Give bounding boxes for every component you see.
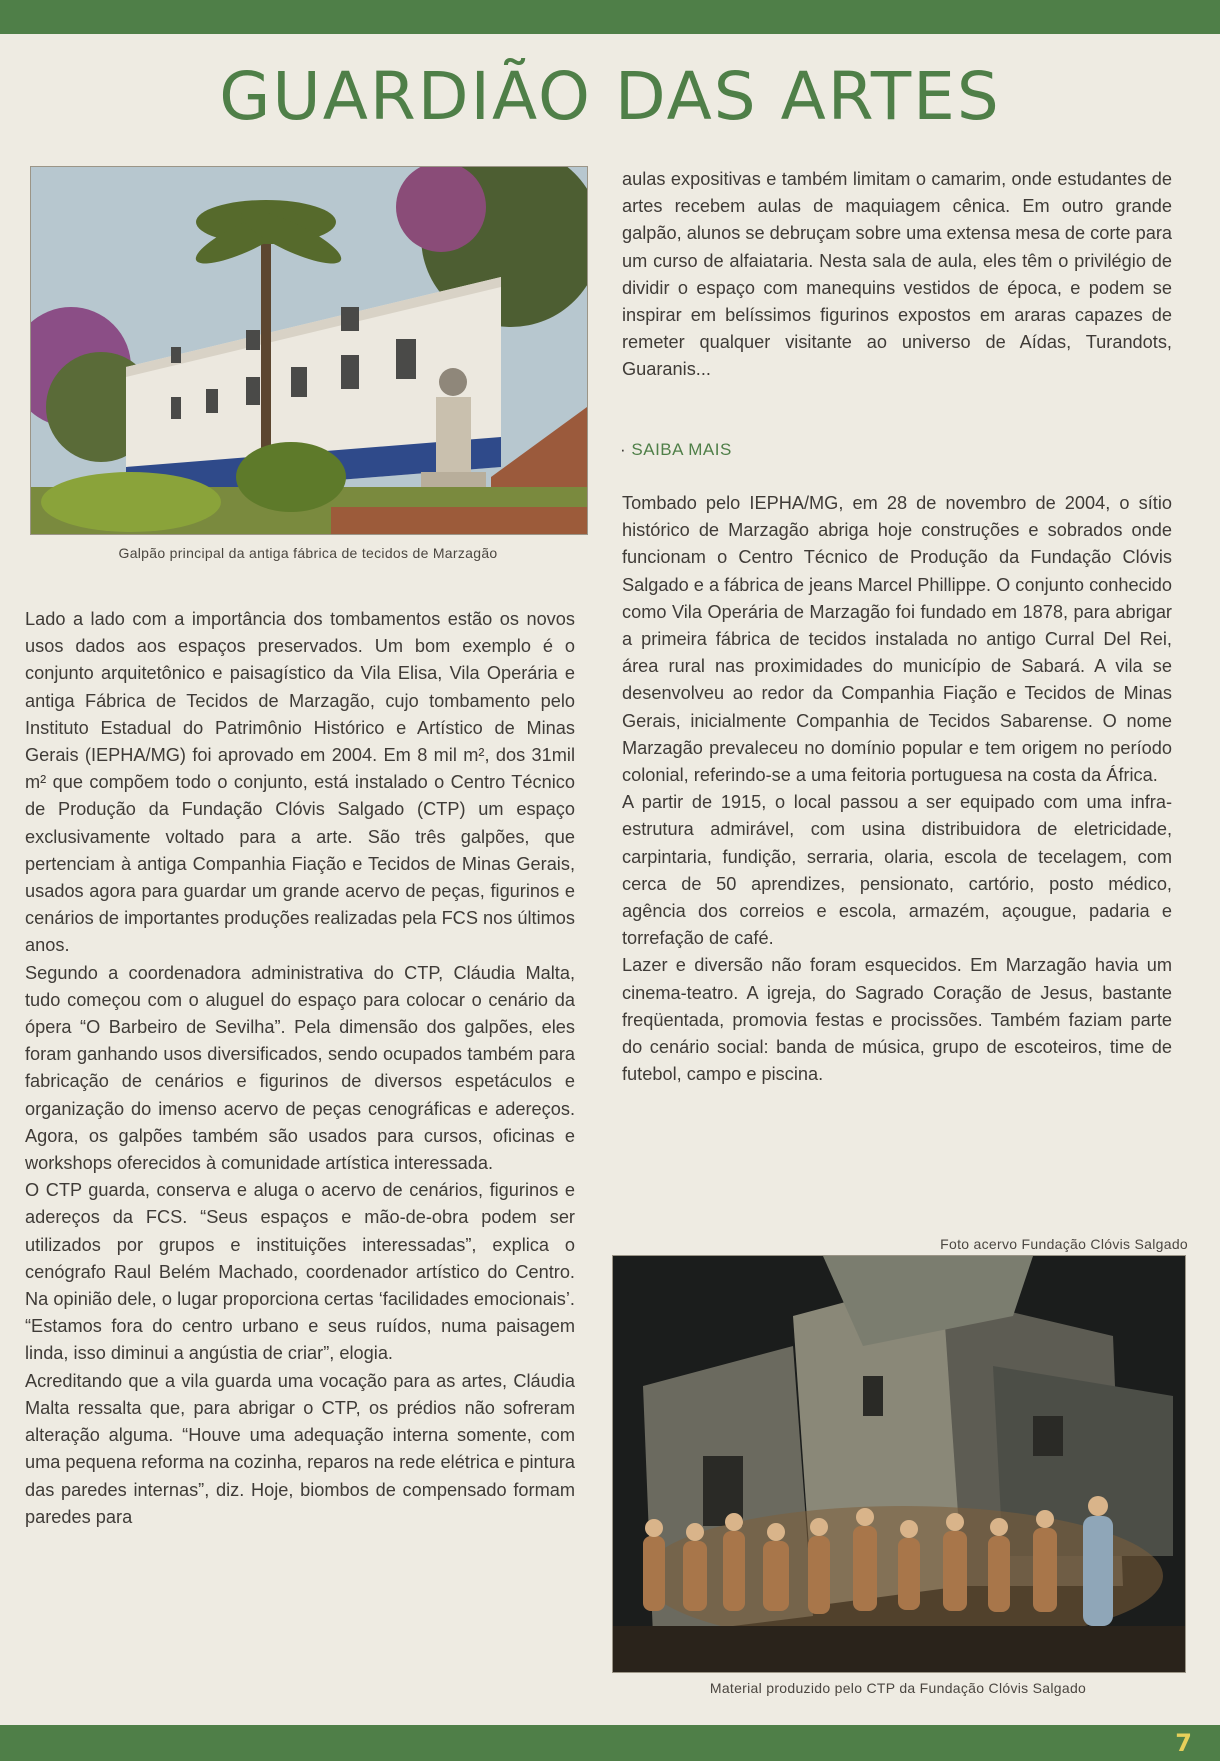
factory-photo-caption: Galpão principal da antiga fábrica de tecidos de Marzagão — [118, 545, 498, 561]
right-column-top — [622, 166, 1172, 384]
right-paragraph: aulas expositivas e também limitam o camarim, onde estudantes de artes recebem aulas de maquiagem cênica. Em outro grande galpão, alunos se debruçam sobre uma extensa mesa de corte para um curso de alfaiataria. Nesta sala de aula, eles têm o privilégio de dividir o espaço com manequins vestidos de época, e podem se inspirar em belíssimos figurinos expostos em araras capazes de remeter qualquer visitante ao universo de Aídas, Turandots, Guaranis... — [622, 169, 1172, 380]
stage-photo-caption: Material produzido pelo CTP da Fundação Clóvis Salgado — [709, 1680, 1087, 1696]
page-number: 7 — [1175, 1729, 1192, 1757]
right-paragraph: Tombado pelo IEPHA/MG, em 28 de novembro de 2004, o sítio histórico de Marzagão abriga hoje construções e sobrados onde funcionam o Centro Técnico de Produção da Fundação Clóvis Salgado e a fábrica de jeans Marcel Phillippe. O conjunto conhecido como Vila Operária de Marzagão foi fundado em 1878, para abrigar a primeira fábrica de tecidos instalada no antigo Curral Del Rei, área rural nas proximidades do município de Sabará. A vila se desenvolveu ao redor da Companhia Fiação e Tecidos de Minas Gerais, inicialmente Companhia de Tecidos Sabarense. O nome Marzagão prevaleceu no domínio popular e tem origem no período colonial, referindo-se a uma feitoria portuguesa na costa da África. — [622, 493, 1173, 786]
page-title: GUARDIÃO DAS ARTES — [219, 58, 1001, 135]
saiba-mais-heading: · SAIBA MAIS — [620, 440, 732, 460]
top-green-bar — [0, 0, 1220, 34]
stage-photo — [612, 1255, 1186, 1673]
bottom-green-bar — [0, 1725, 1220, 1761]
left-paragraph: Lado a lado com a importância dos tombamentos estão os novos usos dados aos espaços preservados. Um bom exemplo é o conjunto arquitetônico e paisagístico da Vila Elisa, Vila Operária e antiga Fábrica de Tecidos de Marzagão, cujo tombamento pelo Instituto Estadual do Patrimônio Histórico e Artístico de Minas Gerais (IEPHA/MG) foi aprovado em 2004. Em 8 mil m², dos 31mil m² que compõem todo o conjunto, está instalado o Centro Técnico de Produção da Fundação Clóvis Salgado (CTP) um espaço exclusivamente voltado para a arte. São três galpões, que pertenciam à antiga Companhia Fiação e Tecidos de Minas Gerais, usados agora para guardar um grande acervo de peças, figurinos e cenários de importantes produções realizadas pela FCS nos últimos anos. — [25, 609, 575, 956]
left-column — [25, 606, 575, 1531]
photo-credit: Foto acervo Fundação Clóvis Salgado — [940, 1236, 1188, 1252]
factory-photo — [30, 166, 588, 535]
left-paragraph: Segundo a coordenadora administrativa do CTP, Cláudia Malta, tudo começou com o aluguel do espaço para colocar o cenário da ópera “O Barbeiro de Sevilha”. Pela dimensão dos galpões, eles foram ganhando usos diversificados, sendo ocupados também para fabricação de cenários e figurinos de diversos espetáculos e organização do imenso acervo de peças cenográficas e adereços. Agora, os galpões também são usados para cursos, oficinas e workshops oferecidos à comunidade artística interessada. — [25, 962, 575, 1174]
right-column-bottom — [622, 490, 1172, 1088]
right-paragraph: A partir de 1915, o local passou a ser equipado com uma infra-estrutura admirável, com usina distribuidora de eletricidade, carpintaria, fundição, serraria, olaria, escola de tecelagem, com cerca de 50 aprendizes, pensionato, cartório, posto médico, agência dos correios e escola, armazém, açougue, padaria e torrefação de café. — [622, 792, 1172, 949]
left-paragraph: O CTP guarda, conserva e aluga o acervo de cenários, figurinos e adereços da FCS. “Seus espaços e mão-de-obra podem ser utilizados por grupos e instituições interessadas”, explica o cenógrafo Raul Belém Machado, coordenador artístico do Centro. Na opinião dele, o lugar proporciona certas ‘facilidades emocionais’. “Estamos fora do centro urbano e seus ruídos, numa paisagem linda, isso diminui a angústia de criar”, elogia. — [25, 1180, 575, 1364]
right-paragraph: Lazer e diversão não foram esquecidos. Em Marzagão havia um cinema-teatro. A igreja, do Sagrado Coração de Jesus, bastante freqüentada, promovia festas e procissões. Também faziam parte do cenário social: banda de música, grupo de escoteiros, time de futebol, campo e piscina. — [622, 955, 1172, 1085]
left-paragraph: Acreditando que a vila guarda uma vocação para as artes, Cláudia Malta ressalta que, para abrigar o CTP, os prédios não sofreram alteração alguma. “Houve uma adequação interna somente, com uma pequena reforma na cozinha, reparos na rede elétrica e pintura das paredes internas”, diz. Hoje, biombos de compensado formam paredes para — [25, 1370, 576, 1527]
